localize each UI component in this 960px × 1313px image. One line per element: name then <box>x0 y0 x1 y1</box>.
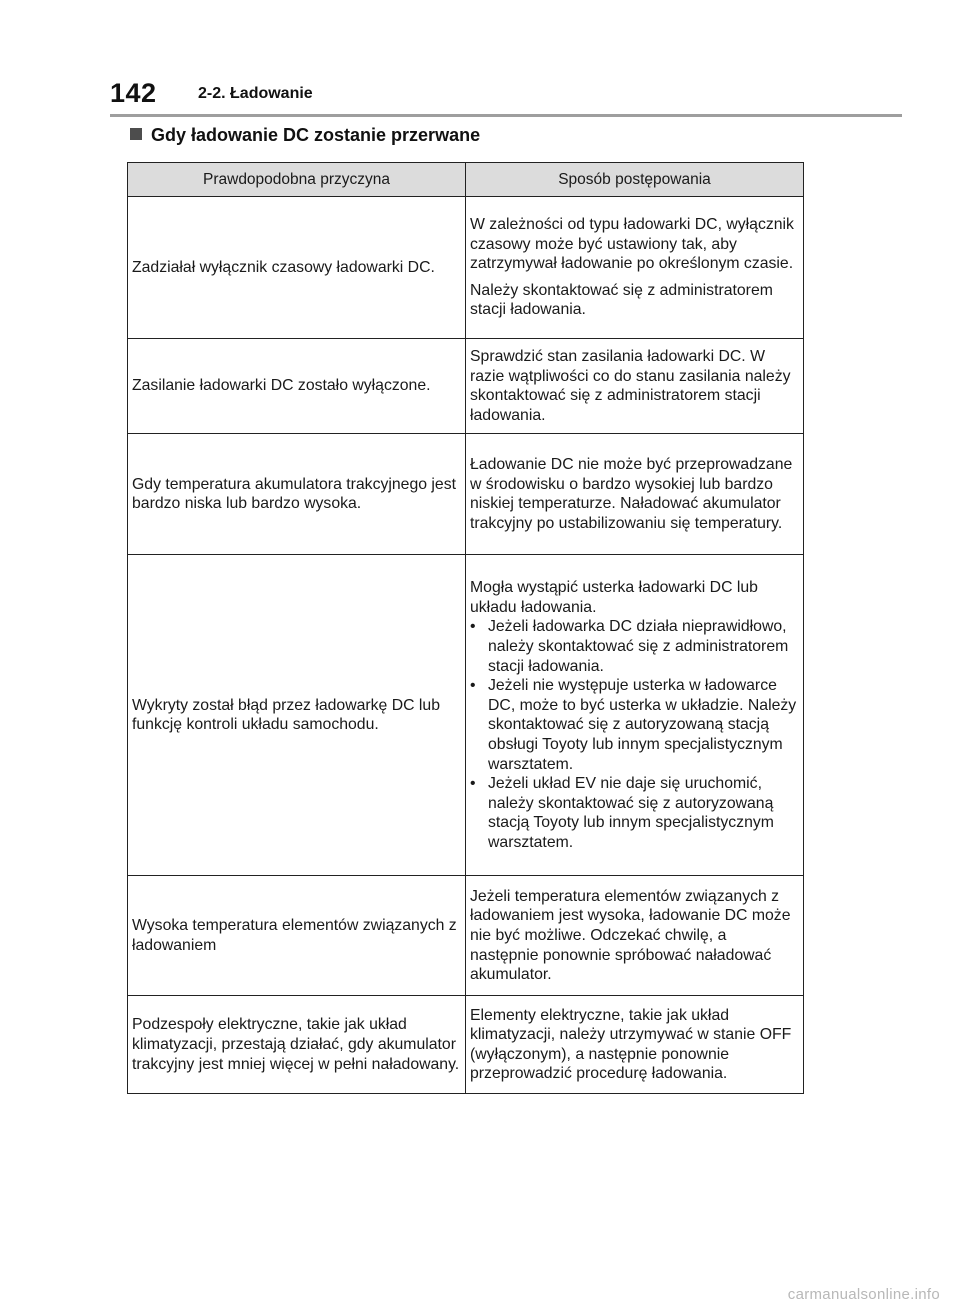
action-cell <box>466 555 804 876</box>
action-text: Należy skontaktować się z administratorem stacji ładowania. <box>470 281 773 319</box>
column-header-cause: Prawdopodobna przyczyna <box>128 163 466 197</box>
action-cell <box>466 339 804 434</box>
cause-cell <box>128 555 466 876</box>
column-header-action: Sposób postępowania <box>466 163 804 197</box>
action-cell <box>466 996 804 1094</box>
cause-text: Wykryty został błąd przez ładowarkę DC lub funkcję kontroli układu samochodu. <box>132 696 441 734</box>
action-text: Ładowanie DC nie może być przeprowadzane w środowisku o bardzo wysokiej lub bardzo niskiej temperaturze. Naładować akumulator trakcyjny po ustabilizowaniu się temperatury. <box>470 456 793 532</box>
header-divider <box>110 114 902 117</box>
table-row <box>128 197 804 339</box>
action-text: W zależności od typu ładowarki DC, wyłącznik czasowy może być ustawiony tak, aby zatrzymywał ładowanie po określonym czasie. <box>470 216 794 273</box>
list-item <box>470 617 799 676</box>
watermark: carmanualsonline.info <box>787 1286 940 1303</box>
table-row <box>128 434 804 555</box>
table-row <box>128 555 804 876</box>
bullet-text: Jeżeli nie występuje usterka w ładowarce DC, może to być usterka w układzie. Należy skontaktować się z autoryzowaną stacją obsługi Toyoty lub innym specjalistycznym warsztatem. <box>488 677 797 773</box>
troubleshooting-table <box>127 162 804 1094</box>
action-text: Mogła wystąpić usterka ładowarki DC lub układu ładowania. <box>470 579 758 616</box>
cause-cell <box>128 876 466 996</box>
action-cell <box>466 434 804 555</box>
cause-cell <box>128 434 466 555</box>
table-row <box>128 876 804 996</box>
cause-cell <box>128 197 466 339</box>
section-heading <box>130 125 480 146</box>
bullet-icon: • <box>470 677 476 695</box>
square-bullet-icon <box>130 128 142 140</box>
action-text: Elementy elektryczne, takie jak układ klimatyzacji, należy utrzymywać w stanie OFF (wyłączonym), a następnie ponownie przeprowadzić procedurę ładowania. <box>470 1006 792 1083</box>
action-cell <box>466 876 804 996</box>
table-row <box>128 339 804 434</box>
action-cell <box>466 197 804 339</box>
cause-text: Zadziałał wyłącznik czasowy ładowarki DC. <box>132 258 435 276</box>
cause-cell <box>128 996 466 1094</box>
cause-text: Gdy temperatura akumulatora trakcyjnego jest bardzo niska lub bardzo wysoka. <box>132 475 456 513</box>
chapter-title: 2-2. Ładowanie <box>198 85 313 102</box>
list-item <box>470 676 799 774</box>
bullet-icon: • <box>470 775 476 793</box>
cause-text: Wysoka temperatura elementów związanych z ładowaniem <box>132 917 457 954</box>
page-number: 142 <box>110 78 157 108</box>
action-text: Jeżeli temperatura elementów związanych z ładowaniem jest wysoka, ładowanie DC może nie być możliwe. Odczekać chwilę, a następnie ponownie spróbować naładować akumulator. <box>470 887 791 984</box>
cause-cell <box>128 339 466 434</box>
action-text: Sprawdzić stan zasilania ładowarki DC. W razie wątpliwości co do stanu zasilania należy skontaktować się z administratorem stacji ładowania. <box>470 348 791 424</box>
bullet-text: Jeżeli ładowarka DC działa nieprawidłowo, należy skontaktować się z administratorem stacji ładowania. <box>488 618 789 675</box>
table-row <box>128 996 804 1094</box>
section-title: Gdy ładowanie DC zostanie przerwane <box>151 125 481 145</box>
list-item <box>470 774 799 852</box>
cause-text: Zasilanie ładowarki DC zostało wyłączone. <box>132 377 431 395</box>
cause-text: Podzespoły elektryczne, takie jak układ klimatyzacji, przestają działać, gdy akumulator trakcyjny jest mniej więcej w pełni naładowany. <box>132 1016 460 1073</box>
table-header-row <box>128 163 804 197</box>
bullet-text: Jeżeli układ EV nie daje się uruchomić, należy skontaktować się z autoryzowaną stacją Toyoty lub innym specjalistycznym warsztatem. <box>488 775 774 851</box>
bullet-icon: • <box>470 618 476 636</box>
